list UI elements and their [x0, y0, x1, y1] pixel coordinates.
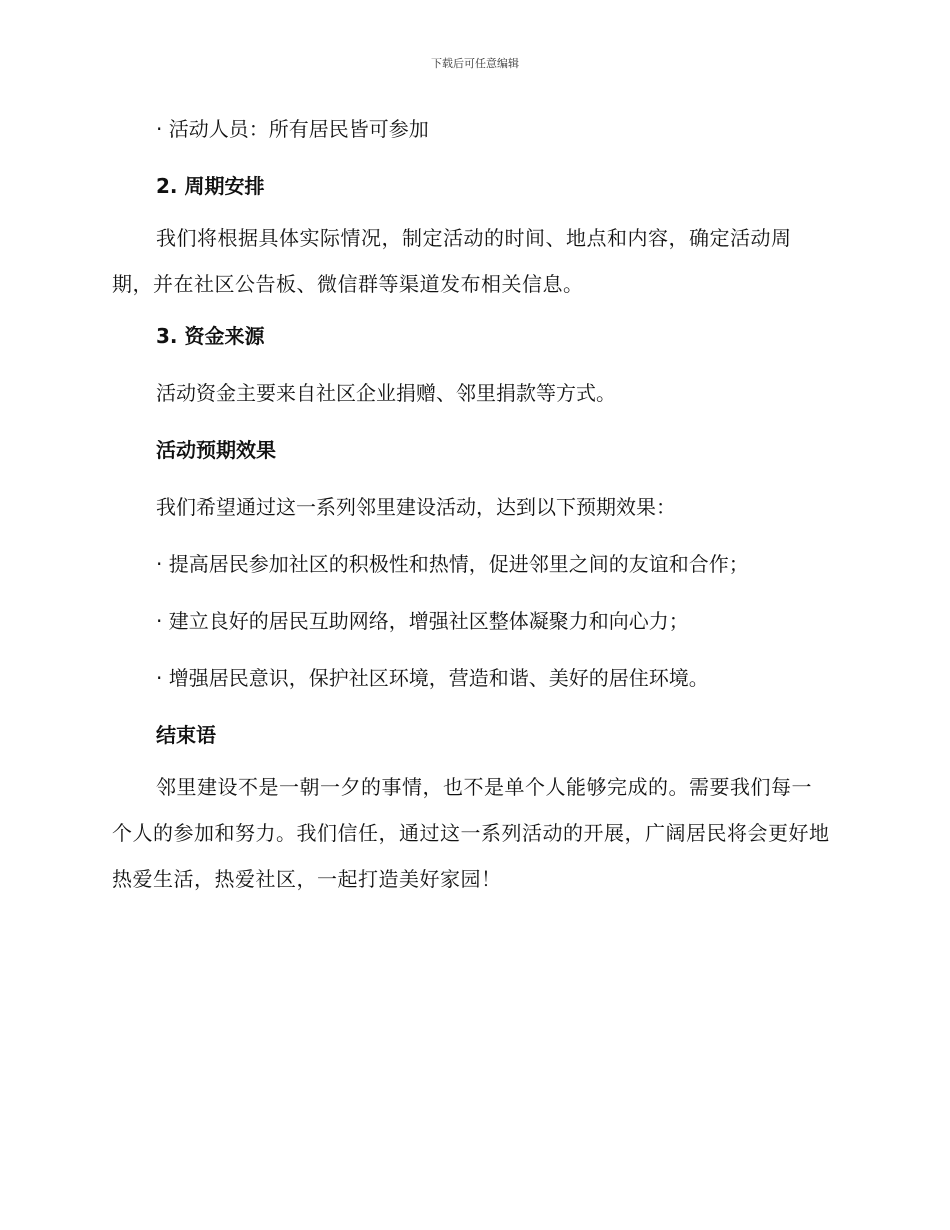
effects-item: · 增强居民意识，保护社区环境，营造和谐、美好的居住环境。 [156, 666, 709, 690]
document-body [112, 112, 832, 902]
cycle-heading: 2. 周期安排 [156, 174, 265, 198]
funding-heading: 3. 资金来源 [156, 324, 265, 348]
effects-item: · 提高居民参加社区的积极性和热情，促进邻里之间的友谊和合作； [156, 552, 749, 576]
funding-paragraph: 活动资金主要来自社区企业捐赠、邻里捐款等方式。 [156, 381, 616, 405]
closing-heading: 结束语 [156, 723, 216, 747]
header-note: 下载后可任意编辑 [431, 57, 519, 70]
participants-line: · 活动人员：所有居民皆可参加 [156, 117, 429, 141]
effects-heading: 活动预期效果 [156, 438, 276, 462]
effects-intro: 我们希望通过这一系列邻里建设活动，达到以下预期效果： [156, 495, 676, 519]
effects-item: · 建立良好的居民互助网络，增强社区整体凝聚力和向心力； [156, 609, 689, 633]
cycle-paragraph: 我们将根据具体实际情况，制定活动的时间、地点和内容，确定活动周期，并在社区公告板、微信群等渠道发布相关信息。 [112, 226, 792, 296]
closing-paragraph: 邻里建设不是一朝一夕的事情，也不是单个人能够完成的。需要我们每一个人的参加和努力。我们信任，通过这一系列活动的开展，广阔居民将会更好地热爱生活，热爱社区，一起打造美好家园！ [112, 775, 830, 891]
